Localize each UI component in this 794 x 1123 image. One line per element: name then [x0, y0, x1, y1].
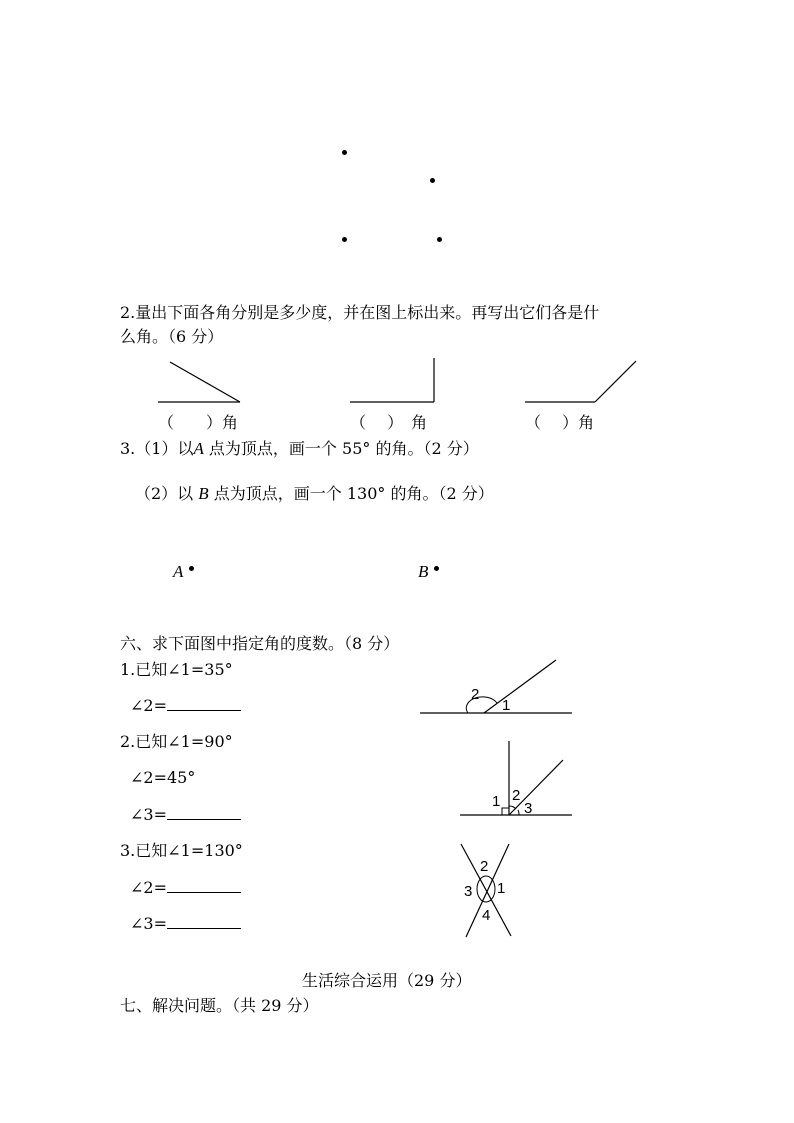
- section-life-title: 生活综合运用（29 分）: [302, 971, 472, 990]
- point-a-label: A: [173, 562, 184, 581]
- p3-given: 3.已知∠1=130°: [120, 841, 243, 860]
- q3-part1-suffix: 点为顶点，画一个 55° 的角。（2 分）: [203, 439, 479, 458]
- angle-label-a: （ ）角: [158, 413, 239, 432]
- fig1-label-1: 1: [502, 697, 511, 714]
- point-b-label: B: [418, 562, 429, 581]
- q2-line1: 2.量出下面各角分别是多少度，并在图上标出来。再写出它们各是什: [120, 303, 600, 322]
- p2-ask-label: ∠3=: [130, 805, 167, 824]
- section6-title: 六、求下面图中指定角的度数。（8 分）: [120, 634, 400, 653]
- q3-part2-point: B: [198, 484, 209, 503]
- q3-part2-suffix: 点为顶点，画一个 130° 的角。（2 分）: [208, 484, 494, 503]
- q3-part1-point: A: [193, 439, 204, 458]
- q3-part1-prefix: 3.（1）以: [120, 439, 194, 458]
- p1-ask-label: ∠2=: [130, 696, 167, 715]
- angle-label-c: （ ）角: [525, 413, 595, 432]
- fig3-label-4: 4: [482, 907, 491, 924]
- p1-given: 1.已知∠1=35°: [120, 660, 233, 679]
- angle-label-b: （ ） 角: [350, 413, 428, 432]
- fig2-label-1: 1: [492, 793, 501, 810]
- q3-part2-prefix: （2）以: [135, 484, 199, 503]
- q2-line2: 么角。（6 分）: [120, 327, 224, 346]
- fig3-label-3: 3: [464, 883, 473, 900]
- p2-angle2: ∠2=45°: [130, 768, 196, 787]
- fig1-label-2: 2: [471, 686, 480, 703]
- p3-ask3-label: ∠3=: [130, 914, 167, 933]
- section7-title: 七、解决问题。（共 29 分）: [120, 996, 319, 1015]
- fig2-label-2: 2: [512, 787, 521, 804]
- fig3-label-2: 2: [480, 858, 489, 875]
- fig2-label-3: 3: [524, 800, 533, 817]
- p2-given: 2.已知∠1=90°: [120, 732, 233, 751]
- fig3-label-1: 1: [497, 880, 506, 897]
- p3-ask2-label: ∠2=: [130, 878, 167, 897]
